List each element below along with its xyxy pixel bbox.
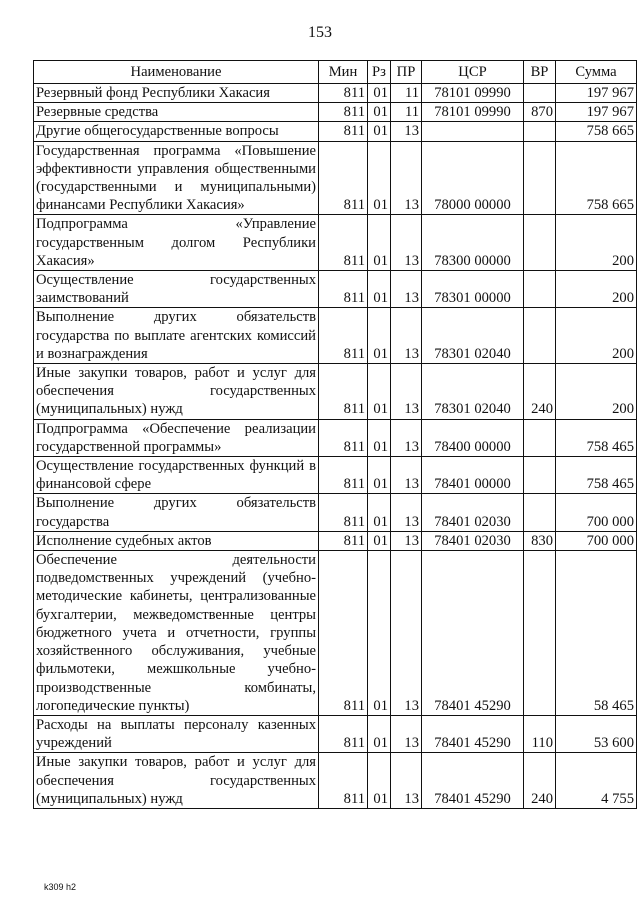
cell-vr xyxy=(524,419,556,456)
cell-pr: 13 xyxy=(391,141,422,215)
cell-csr: 78000 00000 xyxy=(422,141,524,215)
cell-name: Резервные средства xyxy=(34,103,319,122)
cell-min: 811 xyxy=(319,494,368,531)
footer-code: k309 h2 xyxy=(44,882,77,892)
cell-rz: 01 xyxy=(368,419,391,456)
cell-pr: 13 xyxy=(391,271,422,308)
cell-rz: 01 xyxy=(368,103,391,122)
cell-pr: 13 xyxy=(391,308,422,364)
cell-rz: 01 xyxy=(368,122,391,141)
cell-min: 811 xyxy=(319,715,368,752)
header-pr: ПР xyxy=(391,61,422,84)
cell-name: Выполнение других обязательств государства по выплате агентских комиссий и вознаграждения xyxy=(34,308,319,364)
cell-min: 811 xyxy=(319,457,368,494)
cell-csr: 78401 02030 xyxy=(422,531,524,550)
cell-name: Иные закупки товаров, работ и услуг для обеспечения государственных (муниципальных) нужд xyxy=(34,364,319,420)
cell-rz: 01 xyxy=(368,551,391,716)
cell-name: Иные закупки товаров, работ и услуг для обеспечения государственных (муниципальных) нужд xyxy=(34,753,319,809)
cell-sum: 4 755 xyxy=(556,753,637,809)
cell-sum: 758 465 xyxy=(556,419,637,456)
cell-sum: 200 xyxy=(556,364,637,420)
table-row xyxy=(34,419,637,456)
cell-rz: 01 xyxy=(368,141,391,215)
cell-vr xyxy=(524,494,556,531)
cell-sum: 200 xyxy=(556,308,637,364)
budget-table xyxy=(33,60,637,809)
cell-pr: 13 xyxy=(391,457,422,494)
table-row xyxy=(34,551,637,716)
cell-csr: 78301 00000 xyxy=(422,271,524,308)
cell-rz: 01 xyxy=(368,457,391,494)
cell-vr xyxy=(524,457,556,494)
cell-name: Исполнение судебных актов xyxy=(34,531,319,550)
table-header-row xyxy=(34,61,637,84)
cell-csr: 78401 45290 xyxy=(422,715,524,752)
table-row xyxy=(34,494,637,531)
cell-pr: 13 xyxy=(391,715,422,752)
cell-csr: 78401 02030 xyxy=(422,494,524,531)
cell-vr: 110 xyxy=(524,715,556,752)
cell-sum: 700 000 xyxy=(556,531,637,550)
cell-name: Расходы на выплаты персоналу казенных учреждений xyxy=(34,715,319,752)
header-rz: Рз xyxy=(368,61,391,84)
cell-min: 811 xyxy=(319,215,368,271)
cell-rz: 01 xyxy=(368,271,391,308)
cell-pr: 13 xyxy=(391,122,422,141)
cell-vr xyxy=(524,141,556,215)
table-row xyxy=(34,215,637,271)
cell-rz: 01 xyxy=(368,715,391,752)
cell-rz: 01 xyxy=(368,753,391,809)
header-vr: ВР xyxy=(524,61,556,84)
cell-rz: 01 xyxy=(368,215,391,271)
cell-min: 811 xyxy=(319,753,368,809)
cell-vr xyxy=(524,122,556,141)
table-row xyxy=(34,84,637,103)
cell-name: Обеспечение деятельности подведомственных учреждений (учебно-методические кабинеты, централизованные бухгалтерии, межведомственные центры бюджетного учета и отчетности, группы хозяйственного обслуживания, учебные фильмотеки, межшкольные учебно-производственные комбинаты, логопедические пункты) xyxy=(34,551,319,716)
cell-csr: 78400 00000 xyxy=(422,419,524,456)
table-row xyxy=(34,141,637,215)
header-csr: ЦСР xyxy=(422,61,524,84)
cell-rz: 01 xyxy=(368,531,391,550)
cell-rz: 01 xyxy=(368,308,391,364)
cell-csr: 78101 09990 xyxy=(422,103,524,122)
page-number: 153 xyxy=(308,24,332,41)
cell-pr: 11 xyxy=(391,103,422,122)
table-row xyxy=(34,531,637,550)
cell-sum: 58 465 xyxy=(556,551,637,716)
cell-csr: 78300 00000 xyxy=(422,215,524,271)
cell-pr: 13 xyxy=(391,364,422,420)
cell-vr xyxy=(524,271,556,308)
cell-vr: 870 xyxy=(524,103,556,122)
cell-name: Подпрограмма «Управление государственным долгом Республики Хакасия» xyxy=(34,215,319,271)
cell-name: Подпрограмма «Обеспечение реализации государственной программы» xyxy=(34,419,319,456)
cell-sum: 197 967 xyxy=(556,103,637,122)
cell-pr: 13 xyxy=(391,753,422,809)
cell-vr: 830 xyxy=(524,531,556,550)
cell-min: 811 xyxy=(319,271,368,308)
table-row xyxy=(34,308,637,364)
cell-sum: 758 665 xyxy=(556,122,637,141)
cell-min: 811 xyxy=(319,84,368,103)
cell-name: Государственная программа «Повышение эффективности управления общественными (государственными и муниципальными) финансами Республики Хакасия» xyxy=(34,141,319,215)
cell-sum: 53 600 xyxy=(556,715,637,752)
cell-min: 811 xyxy=(319,419,368,456)
table-body xyxy=(34,84,637,809)
cell-vr xyxy=(524,551,556,716)
cell-min: 811 xyxy=(319,103,368,122)
cell-rz: 01 xyxy=(368,84,391,103)
cell-pr: 13 xyxy=(391,215,422,271)
cell-pr: 13 xyxy=(391,551,422,716)
cell-csr: 78101 09990 xyxy=(422,84,524,103)
cell-rz: 01 xyxy=(368,494,391,531)
cell-sum: 758 665 xyxy=(556,141,637,215)
cell-sum: 758 465 xyxy=(556,457,637,494)
cell-vr xyxy=(524,308,556,364)
cell-min: 811 xyxy=(319,551,368,716)
cell-vr: 240 xyxy=(524,364,556,420)
cell-min: 811 xyxy=(319,308,368,364)
table-row xyxy=(34,364,637,420)
cell-pr: 13 xyxy=(391,494,422,531)
cell-min: 811 xyxy=(319,531,368,550)
table-row xyxy=(34,122,637,141)
cell-name: Другие общегосударственные вопросы xyxy=(34,122,319,141)
cell-name: Осуществление государственных функций в финансовой сфере xyxy=(34,457,319,494)
cell-pr: 13 xyxy=(391,531,422,550)
cell-pr: 13 xyxy=(391,419,422,456)
table-row xyxy=(34,753,637,809)
cell-pr: 11 xyxy=(391,84,422,103)
cell-min: 811 xyxy=(319,364,368,420)
cell-csr xyxy=(422,122,524,141)
cell-min: 811 xyxy=(319,141,368,215)
cell-sum: 200 xyxy=(556,271,637,308)
cell-csr: 78401 00000 xyxy=(422,457,524,494)
cell-csr: 78301 02040 xyxy=(422,364,524,420)
cell-name: Выполнение других обязательств государства xyxy=(34,494,319,531)
cell-csr: 78401 45290 xyxy=(422,551,524,716)
cell-vr: 240 xyxy=(524,753,556,809)
table-row xyxy=(34,715,637,752)
cell-name: Резервный фонд Республики Хакасия xyxy=(34,84,319,103)
table-row xyxy=(34,457,637,494)
cell-csr: 78301 02040 xyxy=(422,308,524,364)
header-sum: Сумма xyxy=(556,61,637,84)
cell-sum: 700 000 xyxy=(556,494,637,531)
header-min: Мин xyxy=(319,61,368,84)
cell-rz: 01 xyxy=(368,364,391,420)
cell-sum: 200 xyxy=(556,215,637,271)
cell-sum: 197 967 xyxy=(556,84,637,103)
cell-vr xyxy=(524,215,556,271)
table-row xyxy=(34,271,637,308)
header-name: Наименование xyxy=(34,61,319,84)
table-row xyxy=(34,103,637,122)
cell-csr: 78401 45290 xyxy=(422,753,524,809)
cell-name: Осуществление государственных заимствований xyxy=(34,271,319,308)
cell-min: 811 xyxy=(319,122,368,141)
cell-vr xyxy=(524,84,556,103)
